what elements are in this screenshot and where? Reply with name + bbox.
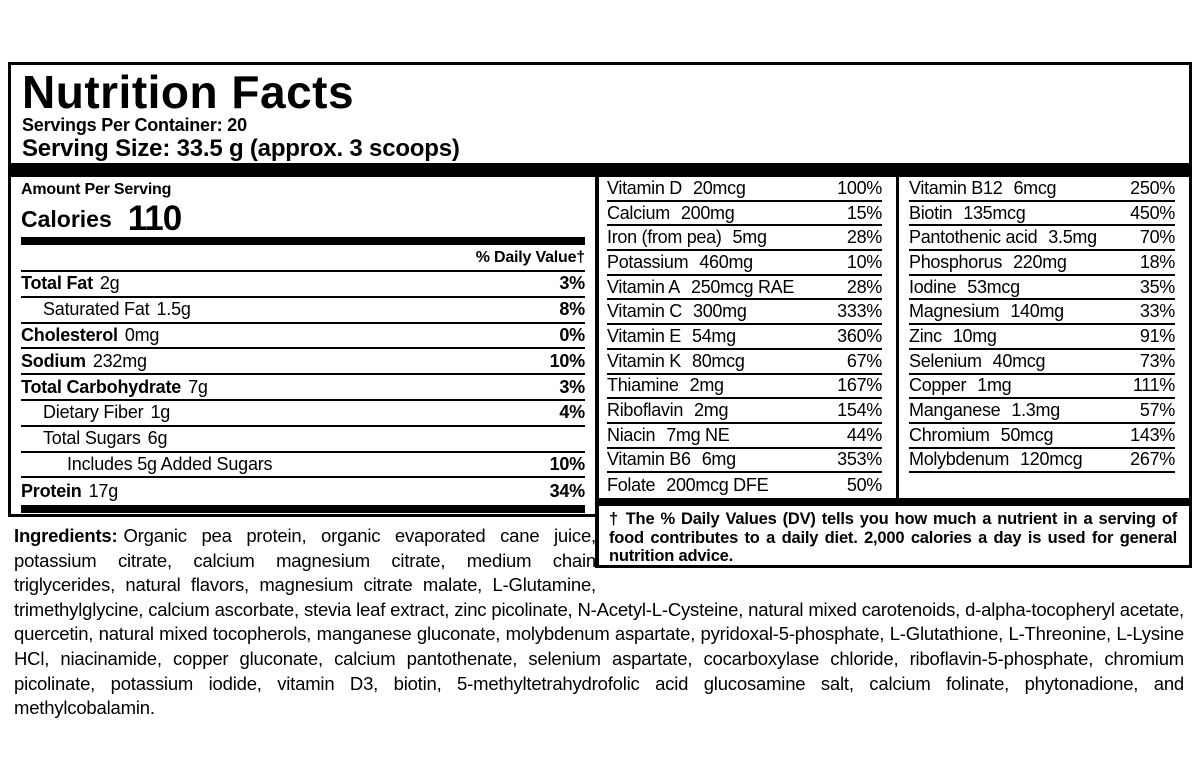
micronutrient-row (909, 251, 1175, 276)
nutrient-daily-value: 3% (559, 376, 585, 397)
micronutrient-row (607, 177, 882, 202)
nutrient-name: Vitamin K (607, 350, 682, 371)
nutrient-amount: 460mg (699, 251, 753, 272)
nutrient-name: Vitamin B6 (607, 449, 691, 470)
nutrient-row (21, 427, 585, 453)
nutrient-daily-value: 28% (846, 227, 882, 248)
nutrient-daily-value: 353% (837, 449, 882, 470)
nutrient-amount: 7g (188, 376, 208, 397)
nutrient-daily-value: 250% (1130, 177, 1175, 198)
nutrient-name: Total Sugars (43, 428, 141, 449)
nutrient-amount: 120mcg (1020, 449, 1083, 470)
nutrient-amount: 300mg (693, 301, 747, 322)
nutrient-row (21, 401, 585, 427)
micronutrient-row (607, 350, 882, 375)
micronutrient-row (607, 251, 882, 276)
nutrient-amount: 50mcg (1000, 424, 1054, 445)
nutrient-name: Vitamin B12 (909, 177, 1003, 198)
nutrient-daily-value: 91% (1139, 325, 1175, 346)
nutrient-row (21, 349, 585, 375)
micronutrient-row (607, 226, 882, 251)
micronutrient-row (607, 473, 882, 498)
nutrient-daily-value: 33% (1139, 301, 1175, 322)
nutrient-name: Includes 5g Added Sugars (67, 453, 273, 474)
micronutrients-column-1 (599, 177, 896, 498)
nutrient-daily-value: 267% (1130, 449, 1175, 470)
nutrient-name: Vitamin C (607, 301, 682, 322)
nutrient-daily-value: 4% (559, 402, 585, 423)
nutrient-daily-value: 28% (846, 276, 882, 297)
nutrient-daily-value: 154% (837, 400, 882, 421)
nutrient-name: Total Carbohydrate (21, 376, 182, 397)
nutrient-daily-value: 10% (846, 251, 882, 272)
nutrient-name: Magnesium (909, 301, 1000, 322)
nutrient-name: Iodine (909, 276, 957, 297)
nutrient-row (21, 375, 585, 401)
nutrient-amount: 1mg (977, 375, 1012, 396)
nutrient-name: Selenium (909, 350, 982, 371)
serving-size: Serving Size: 33.5 g (approx. 3 scoops) (22, 135, 460, 162)
nutrient-name: Biotin (909, 202, 953, 223)
micronutrients-panel (595, 177, 1192, 568)
label-header (8, 62, 1192, 163)
nutrient-amount: 6g (147, 428, 168, 449)
macronutrients-panel (8, 177, 595, 517)
nutrient-amount: 200mcg DFE (666, 475, 769, 496)
amount-per-serving-label: Amount Per Serving (21, 181, 172, 198)
nutrient-daily-value: 18% (1139, 251, 1175, 272)
daily-value-header: % Daily Value† (21, 245, 585, 272)
micronutrient-row (607, 375, 882, 400)
micronutrient-row (909, 325, 1175, 350)
micronutrient-row (909, 449, 1175, 474)
nutrient-row (21, 478, 585, 504)
nutrient-row (21, 272, 585, 298)
nutrient-amount: 1.3mg (1011, 400, 1060, 421)
nutrient-amount: 10mg (952, 325, 997, 346)
nutrition-label (8, 62, 1192, 757)
nutrient-daily-value: 167% (837, 375, 882, 396)
micronutrient-row (607, 300, 882, 325)
nutrient-name: Vitamin D (607, 177, 682, 198)
nutrient-amount: 20mcg (693, 177, 746, 198)
micronutrient-row (607, 399, 882, 424)
nutrient-amount: 6mg (701, 449, 736, 470)
nutrient-daily-value: 50% (846, 475, 882, 496)
nutrient-name: Potassium (607, 251, 689, 272)
nutrient-daily-value: 70% (1139, 227, 1175, 248)
nutrient-name: Manganese (909, 400, 1001, 421)
nutrient-daily-value: 333% (837, 301, 882, 322)
micronutrient-row (909, 177, 1175, 202)
nutrient-name: Molybdenum (909, 449, 1010, 470)
nutrient-name: Vitamin E (607, 325, 682, 346)
micronutrient-row (909, 350, 1175, 375)
nutrient-daily-value: 10% (549, 350, 585, 371)
micronutrient-row (607, 276, 882, 301)
nutrient-amount: 135mcg (963, 202, 1026, 223)
nutrient-daily-value: 15% (846, 202, 882, 223)
nutrient-name: Riboflavin (607, 400, 684, 421)
daily-value-footnote: † The % Daily Values (DV) tells you how much a nutrient in a serving of food contributes to a daily diet. 2,000 calories a day is used for general nutrition advice. (609, 510, 1177, 565)
nutrient-name: Iron (from pea) (607, 227, 722, 248)
micronutrient-row (909, 424, 1175, 449)
nutrient-amount: 1.5g (156, 299, 191, 320)
nutrient-daily-value: 34% (549, 480, 585, 501)
macronutrient-rows (21, 272, 585, 504)
nutrient-daily-value: 143% (1130, 424, 1175, 445)
micronutrient-row (909, 399, 1175, 424)
nutrient-name: Pantothenic acid (909, 227, 1038, 248)
nutrient-amount: 5mg (732, 227, 767, 248)
nutrient-daily-value: 67% (846, 350, 882, 371)
nutrient-daily-value: 3% (559, 273, 585, 294)
ingredients-text: Organic pea protein, organic evaporated cane juice, potassium citrate, calcium magnesium citrate, medium chain triglycerides, natural flavors, magnesium citrate malate, L-Glutamine, trimethylglycine, calcium ascorbate, stevia leaf extract, zinc picolinate, N-Acetyl-L-Cysteine, natural mixed carotenoids, d-alpha-tocopheryl acetate, quercetin, natural mixed tocopherols, manganese gluconate, molybdenum aspartate, pyridoxal-5-phosphate, L-Glutathione, L-Threonine, L-Lysine HCl, niacinamide, copper gluconate, calcium pantothenate, selenium aspartate, cocarboxylase chloride, riboflavin-5-phosphate, chromium picolinate, potassium iodide, vitamin D3, biotin, 5-methyltetrahydrofolic acid glucosamine salt, calcium folinate, phytonadione, and methylcobalamin. (14, 525, 1184, 719)
nutrient-amount: 6mcg (1013, 177, 1057, 198)
micronutrient-row (909, 276, 1175, 301)
nutrient-name: Dietary Fiber (43, 402, 144, 423)
footnote-divider-bar (599, 498, 1189, 506)
micronutrient-columns (599, 177, 1189, 498)
nutrient-amount: 1g (150, 402, 171, 423)
nutrient-amount: 200mg (680, 202, 735, 223)
macros-bottom-bar (21, 505, 585, 513)
nutrient-name: Calcium (607, 202, 670, 223)
micronutrient-row (607, 449, 882, 474)
nutrient-daily-value: 111% (1132, 375, 1175, 396)
nutrient-name: Zinc (909, 325, 942, 346)
nutrient-name: Thiamine (607, 375, 679, 396)
calories-row (21, 201, 585, 237)
nutrient-daily-value: 10% (549, 453, 585, 474)
nutrient-amount: 80mcg (692, 350, 745, 371)
nutrient-name: Total Fat (21, 273, 93, 294)
nutrient-row (21, 324, 585, 350)
nutrient-row (21, 298, 585, 324)
micronutrient-row (607, 325, 882, 350)
servings-per-container: Servings Per Container: 20 (22, 115, 247, 135)
nutrient-amount: 250mcg RAE (691, 276, 795, 297)
nutrient-amount: 7mg NE (666, 424, 730, 445)
nutrient-daily-value: 73% (1139, 350, 1175, 371)
nutrient-daily-value: 44% (846, 424, 882, 445)
nutrient-daily-value: 57% (1139, 400, 1175, 421)
nutrient-name: Phosphorus (909, 251, 1003, 272)
nutrient-amount: 0mg (124, 324, 160, 345)
nutrient-amount: 140mg (1010, 301, 1064, 322)
micronutrient-row (607, 202, 882, 227)
label-title: Nutrition Facts (22, 66, 355, 118)
calories-label: Calories (21, 205, 112, 232)
nutrient-amount: 54mg (692, 325, 736, 346)
nutrient-amount: 2mg (694, 400, 729, 421)
nutrient-amount: 232mg (92, 350, 147, 371)
nutrient-name: Niacin (607, 424, 656, 445)
nutrient-daily-value: 8% (559, 299, 585, 320)
nutrient-name: Chromium (909, 424, 990, 445)
micronutrient-row (909, 300, 1175, 325)
ingredients-label: Ingredients: (14, 525, 118, 546)
calories-value: 110 (127, 199, 182, 238)
nutrient-daily-value: 100% (837, 177, 882, 198)
header-divider-bar (8, 163, 1192, 177)
nutrient-name: Protein (21, 480, 82, 501)
nutrient-name: Copper (909, 375, 967, 396)
micronutrient-row (909, 226, 1175, 251)
micronutrient-row (607, 424, 882, 449)
nutrient-amount: 2g (99, 273, 120, 294)
nutrient-daily-value: 0% (559, 324, 585, 345)
nutrient-name: Vitamin A (607, 276, 681, 297)
nutrient-daily-value: 450% (1130, 202, 1175, 223)
micronutrient-row (909, 202, 1175, 227)
nutrient-name: Folate (607, 475, 656, 496)
micronutrients-column-2 (899, 177, 1189, 498)
ingredients-paragraph (14, 524, 1184, 721)
nutrient-amount: 53mcg (967, 276, 1020, 297)
nutrient-row (21, 453, 585, 479)
ingredients-wrap-spacer (596, 524, 1184, 576)
nutrient-name: Cholesterol (21, 324, 118, 345)
nutrient-amount: 40mcg (992, 350, 1046, 371)
nutrient-amount: 3.5mg (1048, 227, 1097, 248)
nutrient-amount: 2mg (689, 375, 724, 396)
nutrient-name: Saturated Fat (43, 299, 150, 320)
calories-divider-bar (21, 237, 585, 245)
micronutrient-row (909, 375, 1175, 400)
nutrient-amount: 220mg (1013, 251, 1067, 272)
nutrient-daily-value: 360% (837, 325, 882, 346)
nutrient-amount: 17g (88, 480, 119, 501)
nutrient-daily-value: 35% (1139, 276, 1175, 297)
nutrient-name: Sodium (21, 350, 86, 371)
